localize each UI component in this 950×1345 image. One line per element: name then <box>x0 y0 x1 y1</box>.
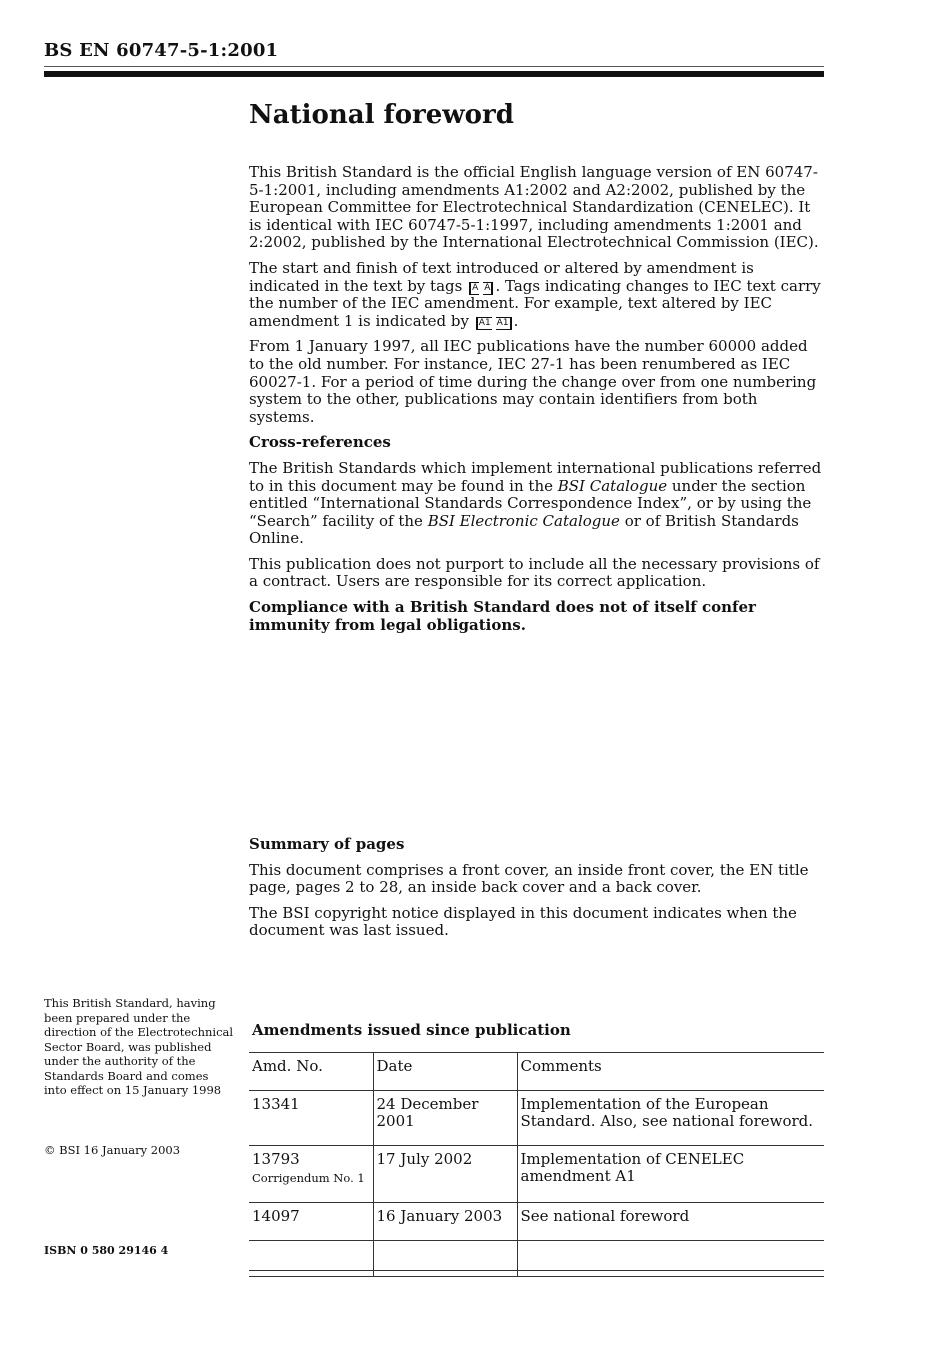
summary-of-pages <box>249 836 824 948</box>
document-id: BS EN 60747-5-1:2001 <box>44 40 279 61</box>
cross-ref-text-c: or of British Standards Online. <box>249 511 799 548</box>
comment-cell: Implementation of CENELEC amendment A1 <box>517 1145 824 1202</box>
paragraph-compliance: Compliance with a British Standard does not of itself confer immunity from legal obligations. <box>249 598 756 634</box>
paragraph-provisions: This publication does not purport to include all the necessary provisions of a contract. Users are responsible for its correct application. <box>249 554 820 591</box>
amd-no: 13341 <box>252 1094 300 1113</box>
page-title: National foreword <box>249 100 514 130</box>
amd-no: 14097 <box>252 1206 300 1225</box>
comment-cell: Implementation of the European Standard. Also, see national foreword. <box>517 1090 824 1145</box>
column-header-amd-no: Amd. No. <box>249 1053 373 1091</box>
paragraph-amendment-tags <box>249 260 824 330</box>
summary-paragraph-contents: This document comprises a front cover, an inside front cover, the EN title page, pages 2 to 28, an inside back cover and a back cover. <box>249 860 809 897</box>
amendment-tags-text-c: . <box>513 311 519 330</box>
foreword-body <box>249 164 824 642</box>
date-cell: 16 January 2003 <box>373 1202 517 1240</box>
amendment-1-open-tag-icon: A1 <box>476 317 492 330</box>
amendment-1-close-tag-icon: A1 <box>496 317 512 330</box>
cross-references-heading: Cross-references <box>249 433 391 452</box>
sidebar-copyright: © BSI 16 January 2003 <box>44 1143 181 1157</box>
paragraph-numbering: From 1 January 1997, all IEC publications have the number 60000 added to the old number. For instance, IEC 27-1 has been renumbered as IEC 60027-1. For a period of time during the change over from one numbering system to the other, publications may contain identifiers from both systems. <box>249 337 817 426</box>
amendment-tags-text-b: . Tags indicating changes to IEC text carry the number of the IEC amendment. For example, text altered by IEC amendment 1 is indicated by <box>249 276 821 330</box>
amd-no-cell <box>249 1202 373 1240</box>
amd-no: 13793 <box>252 1149 300 1168</box>
amd-no-cell <box>249 1090 373 1145</box>
sidebar-authority-note: This British Standard, having been prepared under the direction of the Electrotechnical Sector Board, was published under the authority of the Standards Board and comes into effect on 15 January 1998 <box>44 996 234 1097</box>
amd-no-cell <box>249 1145 373 1202</box>
corrigendum-note: Corrigendum No. 1 <box>252 1171 365 1186</box>
bsi-electronic-catalogue-title: BSI Electronic Catalogue <box>427 511 620 530</box>
cross-ref-text-b: under the section entitled “International Standards Correspondence Index”, or by using the “Search” facility of the <box>249 476 812 530</box>
summary-paragraph-copyright: The BSI copyright notice displayed in this document indicates when the document was last issued. <box>249 903 797 940</box>
header-rule-thin <box>44 66 824 67</box>
column-header-date: Date <box>373 1053 517 1091</box>
comment-cell: See national foreword <box>517 1202 824 1240</box>
summary-heading: Summary of pages <box>249 835 405 853</box>
amendment-tags-text-a: The start and finish of text introduced or altered by amendment is indicated in the text by tags <box>249 258 754 295</box>
column-header-comments: Comments <box>517 1053 824 1091</box>
isbn: ISBN 0 580 29146 4 <box>44 1244 169 1257</box>
paragraph-cross-references <box>249 460 824 548</box>
table-header-row <box>249 1053 824 1091</box>
date-cell: 17 July 2002 <box>373 1145 517 1202</box>
paragraph-official-version: This British Standard is the official English language version of EN 60747-5-1:2001, including amendments A1:2002 and A2:2002, published by the European Committee for Electrotechnical Standardization (CENELEC). It is identical with IEC 60747-5-1:1997, including amendments 1:2001 and 2:2002, published by the International Electrotechnical Commission (IEC). <box>249 163 819 252</box>
date-cell: 24 December 2001 <box>373 1090 517 1145</box>
bsi-catalogue-title: BSI Catalogue <box>557 476 668 495</box>
cross-ref-text-a: The British Standards which implement international publications referred to in this document may be found in the <box>249 458 822 495</box>
header-rule-thick <box>44 71 824 77</box>
table-row <box>249 1145 824 1202</box>
amendment-close-tag-icon: A <box>483 282 493 295</box>
footer-rule <box>249 1270 824 1271</box>
table-row <box>249 1090 824 1145</box>
amendments-table <box>249 1052 824 1277</box>
amendment-open-tag-icon: A <box>469 282 479 295</box>
table-row <box>249 1202 824 1240</box>
amendments-title: Amendments issued since publication <box>252 1021 571 1039</box>
